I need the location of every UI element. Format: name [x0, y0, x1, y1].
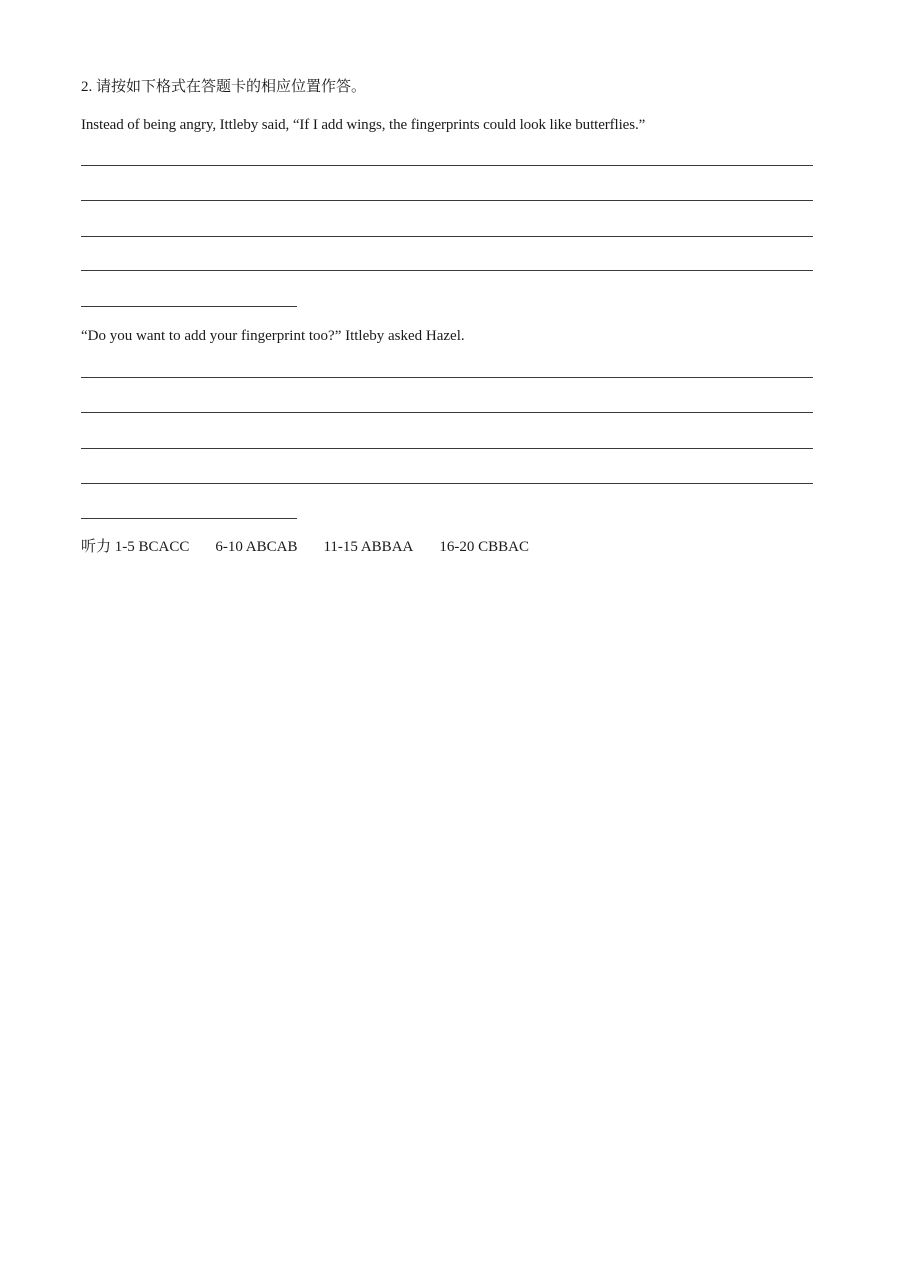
answer-line [81, 236, 813, 237]
answer-line [81, 200, 813, 201]
answer-key-label: 听力 [81, 539, 112, 555]
answer-key-group: 11-15 ABBAA [323, 539, 414, 555]
answer-line [81, 270, 813, 271]
writing-instruction: 2. 请按如下格式在答题卡的相应位置作答。 [81, 79, 367, 95]
answer-line-short [81, 306, 297, 307]
answer-line [81, 448, 813, 449]
answer-line-short [81, 518, 297, 519]
answer-line [81, 377, 813, 378]
answer-line [81, 412, 813, 413]
answer-key-group: 1-5 BCACC [114, 539, 190, 555]
answer-key-group: 16-20 CBBAC [439, 539, 529, 555]
answer-line [81, 483, 813, 484]
answer-line [81, 165, 813, 166]
writing-prompt-2: “Do you want to add your fingerprint too?” Ittleby asked Hazel. [81, 328, 465, 344]
listening-answer-key [81, 537, 529, 557]
answer-key-group: 6-10 ABCAB [215, 539, 298, 555]
writing-prompt-1: Instead of being angry, Ittleby said, “If I add wings, the fingerprints could look like butterflies.” [81, 117, 646, 133]
